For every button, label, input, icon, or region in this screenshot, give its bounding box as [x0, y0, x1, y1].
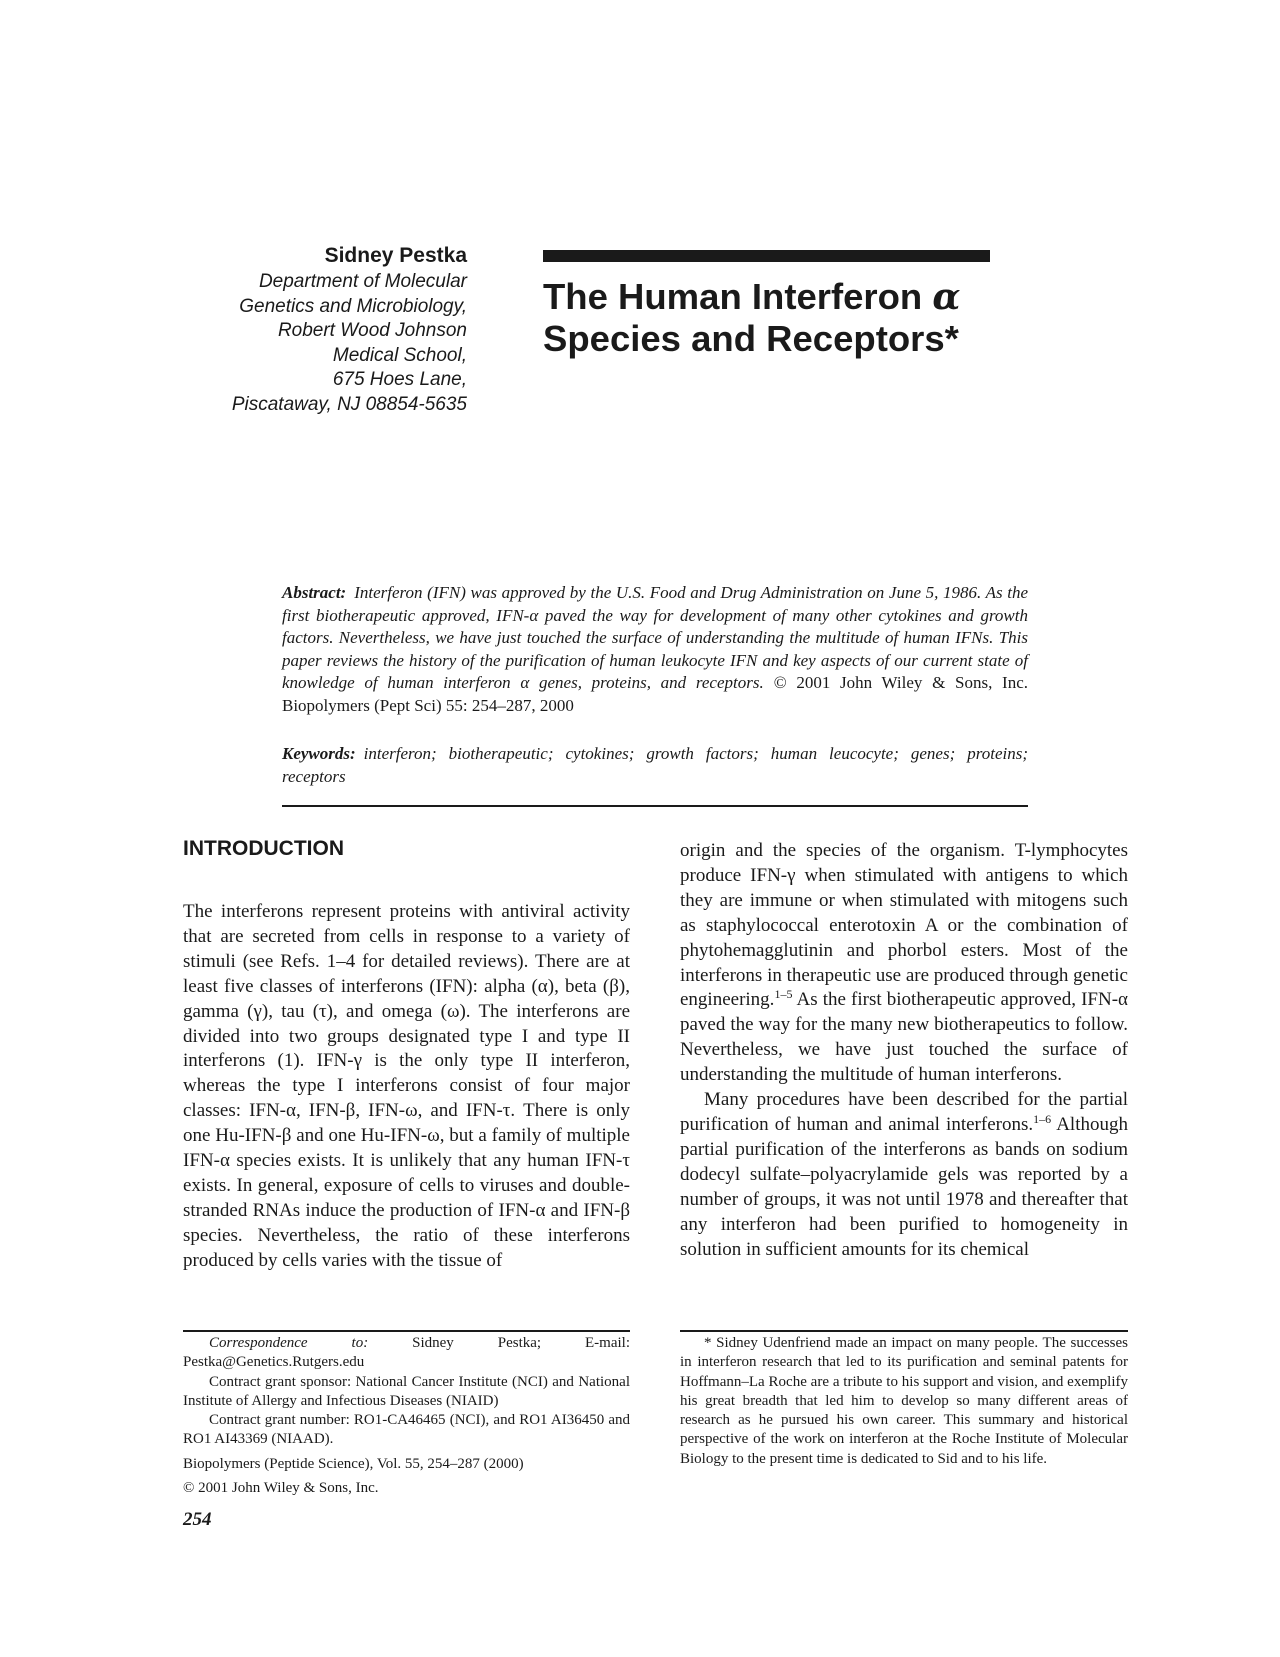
affiliation-line: Department of Molecular [258, 271, 467, 292]
grant-sponsor-footnote: Contract grant sponsor: National Cancer Institute (NCI) and National Institute of Allergy and Infectious Diseases (NIAID) [183, 1373, 630, 1409]
body-paragraph [680, 839, 1128, 1088]
affiliation-line: Robert Wood Johnson [277, 320, 467, 341]
title-rule [543, 250, 990, 262]
copyright-notice: © 2001 John Wiley & Sons, Inc. [183, 1480, 379, 1497]
footnote-rule-left [183, 1330, 630, 1332]
affiliation-line: Piscataway, NJ 08854-5635 [231, 393, 467, 415]
paragraph-text: As the first biotherapeutic approved, IFN-α paved the way for the many new biotherapeutics to follow. Nevertheless, we have just touched the surface of understanding the multitude of human interferons. [680, 989, 1128, 1086]
abstract [282, 582, 1028, 718]
title-alpha-symbol: α [932, 275, 961, 318]
correspondence-text: Sidney Pestka; E-mail: Pestka@Genetics.Rutgers.edu [183, 1335, 630, 1371]
correspondence-footnote [183, 1334, 630, 1373]
paragraph-text: origin and the species of the organism. T-lymphocytes produce IFN-γ when stimulated with antigens to which they are immune or when stimulated with mitogens such as staphylococcal enterotoxin A or the combination of phytohemagglutinin and phorbol esters. Most of the interferons in therapeutic use are produced through genetic engineering. [680, 840, 1128, 1011]
title-line-1: The Human Interferon [543, 276, 933, 317]
abstract-text: Interferon (IFN) was approved by the U.S. Food and Drug Administration on June 5, 1986. As the first biotherapeutic approved, IFN-α paved the way for development of many other cytokines and growth factors. Nevertheless, we have just touched the surface of understanding the multitude of human IFNs. This paper reviews the history of the purification of human leukocyte IFN and key aspects of our current state of knowledge of human interferon α genes, proteins, and receptors. [282, 583, 1028, 693]
keywords-text: interferon; biotherapeutic; cytokines; growth factors; human leucocyte; genes; proteins; receptors [282, 744, 1028, 786]
abstract-divider [282, 805, 1028, 807]
paper-title [543, 276, 1103, 360]
affiliation-line: Medical School, [332, 344, 467, 366]
footnotes-right [680, 1334, 1128, 1469]
section-heading-introduction: INTRODUCTION [183, 837, 344, 860]
affiliation-line: 675 Hoes Lane, [332, 369, 467, 390]
author-name: Sidney Pestka [324, 244, 467, 267]
paragraph-text: Although partial purification of the interferons as bands on sodium dodecyl sulfate–polyacrylamide gels was reported by a number of groups, it was not until 1978 and thereafter that any interferon had been purified to homogeneity in solution in sufficient amounts for its chemical [680, 1113, 1128, 1260]
dedication-footnote: * Sidney Udenfriend made an impact on many people. The successes in interferon research that led to its purification and seminal patents for Hoffmann–La Roche are a tribute to his support and vision, and exemplify his great breadth that led him to develop so many different areas of research as he pursued his own career. This summary and historical perspective of the work on interferon at the Roche Institute of Molecular Biology to the present time is dedicated to Sid and to his life. [680, 1335, 1128, 1467]
citation-superscript: 1–6 [1033, 1111, 1052, 1126]
citation-superscript: 1–5 [774, 987, 793, 1002]
title-line-2: Species and Receptors* [543, 318, 959, 359]
affiliation-line: Genetics and Microbiology, [239, 295, 467, 317]
author-block [180, 242, 467, 417]
correspondence-label: Correspondence to: [209, 1335, 369, 1351]
abstract-copyright: © 2001 John Wiley & Sons, Inc. Biopolymers (Pept Sci) 55: 254–287, 2000 [282, 673, 1028, 715]
abstract-label: Abstract: [282, 583, 347, 602]
journal-citation: Biopolymers (Peptide Science), Vol. 55, 254–287 (2000) [183, 1455, 524, 1472]
keywords [282, 743, 1028, 788]
body-column-left [183, 900, 630, 1274]
paragraph-text: Many procedures have been described for the partial purification of human and animal interferons. [680, 1089, 1128, 1135]
grant-number-footnote: Contract grant number: RO1-CA46465 (NCI), and RO1 AI36450 and RO1 AI43369 (NIAAD). [183, 1412, 630, 1448]
body-paragraph [680, 1088, 1128, 1262]
footnotes-left [183, 1334, 630, 1498]
body-paragraph: The interferons represent proteins with antiviral activity that are secreted from cells in response to a variety of stimuli (see Refs. 1–4 for detailed reviews). There are at least five classes of interferons (IFN): alpha (α), beta (β), gamma (γ), tau (τ), and omega (ω). The interferons are divided into two groups designated type I and type II interferons (1). IFN-γ is the only type II interferon, whereas the type I interferons consist of four major classes: IFN-α, IFN-β, IFN-ω, and IFN-τ. There is only one Hu-IFN-β and one Hu-IFN-ω, but a family of multiple IFN-α species exists. It is unlikely that any human IFN-τ exists. In general, exposure of cells to viruses and double-stranded RNAs induce the production of IFN-α and IFN-β species. Nevertheless, the ratio of these interferons produced by cells varies with the tissue of [183, 901, 630, 1271]
keywords-label: Keywords: [282, 744, 356, 763]
page-number: 254 [183, 1509, 212, 1530]
body-column-right [680, 839, 1128, 1262]
footnote-rule-right [680, 1330, 1128, 1332]
